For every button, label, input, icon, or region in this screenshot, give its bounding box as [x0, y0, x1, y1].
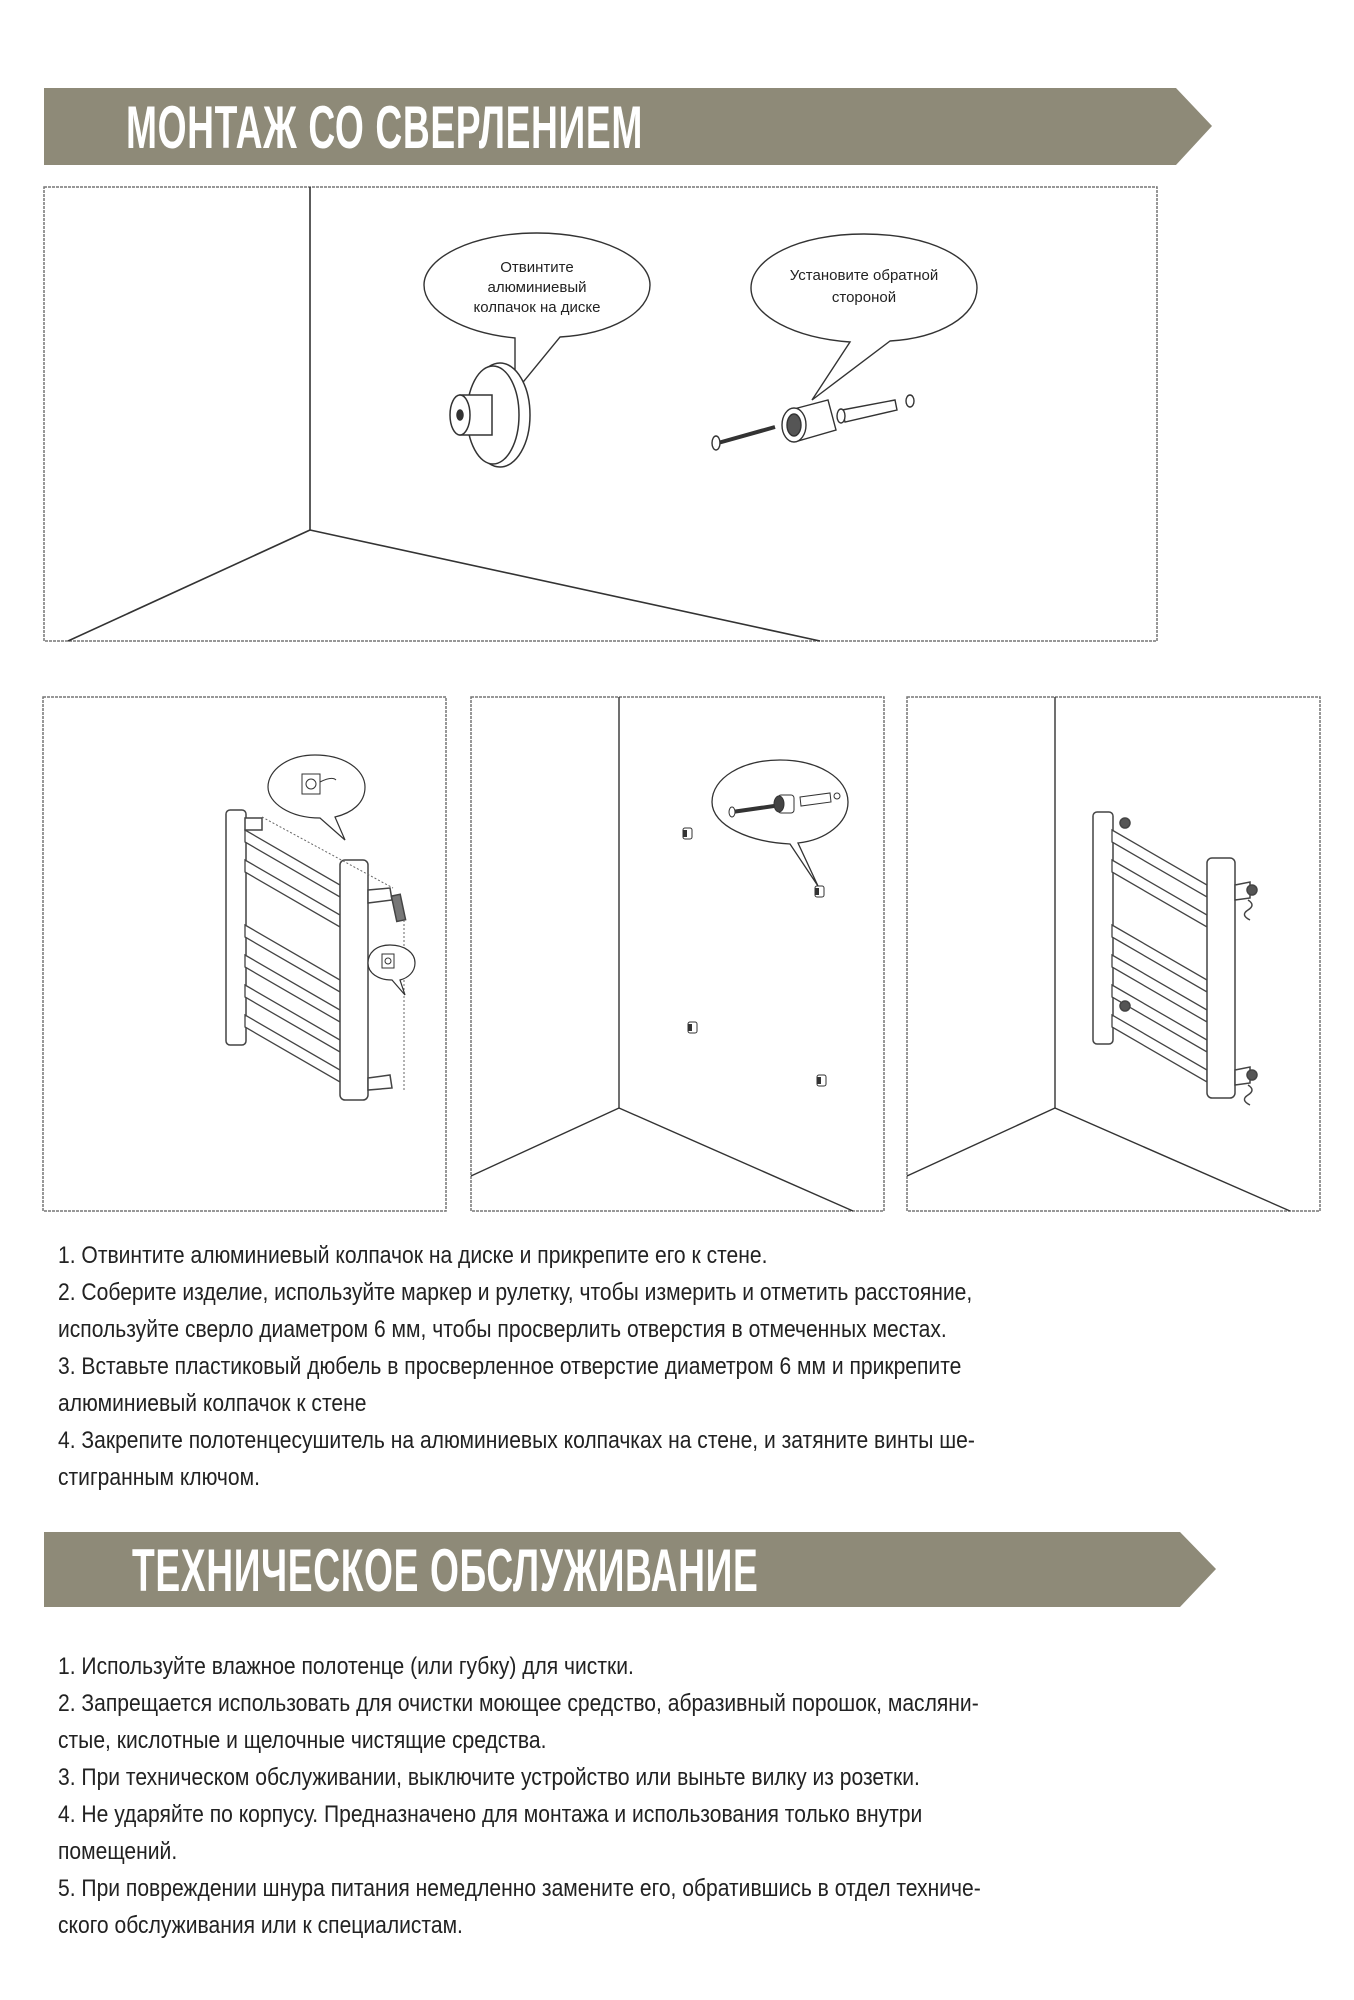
step-line: 2. Соберите изделие, используйте маркер и рулетку, чтобы измерить и отметить расстояние, [58, 1279, 973, 1306]
section-title: ТЕХНИЧЕСКОЕ ОБСЛУЖИВАНИЕ [132, 1537, 759, 1604]
step-line: ского обслуживания или к специалистам. [58, 1912, 463, 1939]
step-line: алюминиевый колпачок к стене [58, 1390, 367, 1417]
diagram-step-mount-rail [900, 690, 1354, 1230]
step-line: 4. Не ударяйте по корпусу. Предназначено для монтажа и использования только внутри [58, 1801, 923, 1828]
step-line: стые, кислотные и щелочные чистящие средства. [58, 1727, 547, 1754]
screw-cap-dowel-icon [712, 395, 914, 450]
tape-measure-callout [268, 755, 365, 840]
callout-unscrew-cap [424, 233, 650, 392]
step-line: 3. Вставьте пластиковый дюбель в просверленное отверстие диаметром 6 мм и прикрепите [58, 1353, 962, 1380]
step-line: 3. При техническом обслуживании, выключите устройство или выньте вилку из розетки. [58, 1764, 920, 1791]
callout-text: Установите обратной [789, 267, 939, 284]
diagram-step-drill [460, 690, 900, 1230]
callout-text: стороной [831, 289, 897, 306]
callout-text: алюминиевый [487, 279, 587, 296]
installation-steps [58, 1237, 975, 1496]
step-line: 1. Отвинтите алюминиевый колпачок на диске и прикрепите его к стене. [58, 1242, 768, 1269]
dowel-callout [712, 760, 848, 886]
section-title: МОНТАЖ СО СВЕРЛЕНИЕМ [126, 94, 643, 161]
step-line: 2. Запрещается использовать для очистки моющее средство, абразивный порошок, масляни- [58, 1690, 979, 1717]
marker-callout [368, 945, 415, 995]
step-line: используйте сверло диаметром 6 мм, чтобы просверлить отверстия в отмеченных местах. [58, 1316, 947, 1343]
wall-disk-cap-icon [450, 363, 530, 467]
callout-text: Отвинтите [500, 259, 574, 276]
step-line: 1. Используйте влажное полотенце (или губку) для чистки. [58, 1653, 634, 1680]
tape-measure-icon [302, 774, 320, 794]
maintenance-steps [58, 1648, 981, 1944]
diagram-wall-mount-parts [0, 0, 1354, 660]
callout-text: колпачок на диске [473, 299, 601, 316]
step-line: 4. Закрепите полотенцесушитель на алюминиевых колпачках на стене, и затяните винты ше- [58, 1427, 975, 1454]
diagram-step-measure [0, 690, 460, 1230]
step-line: помещений. [58, 1838, 178, 1865]
towel-rail-icon [1093, 812, 1257, 1105]
section-banner-maintenance [44, 1532, 1220, 1608]
step-line: 5. При повреждении шнура питания немедленно замените его, обратившись в отдел техниче- [58, 1875, 981, 1902]
step-line: стигранным ключом. [58, 1464, 260, 1491]
callout-install-reverse [751, 234, 977, 400]
